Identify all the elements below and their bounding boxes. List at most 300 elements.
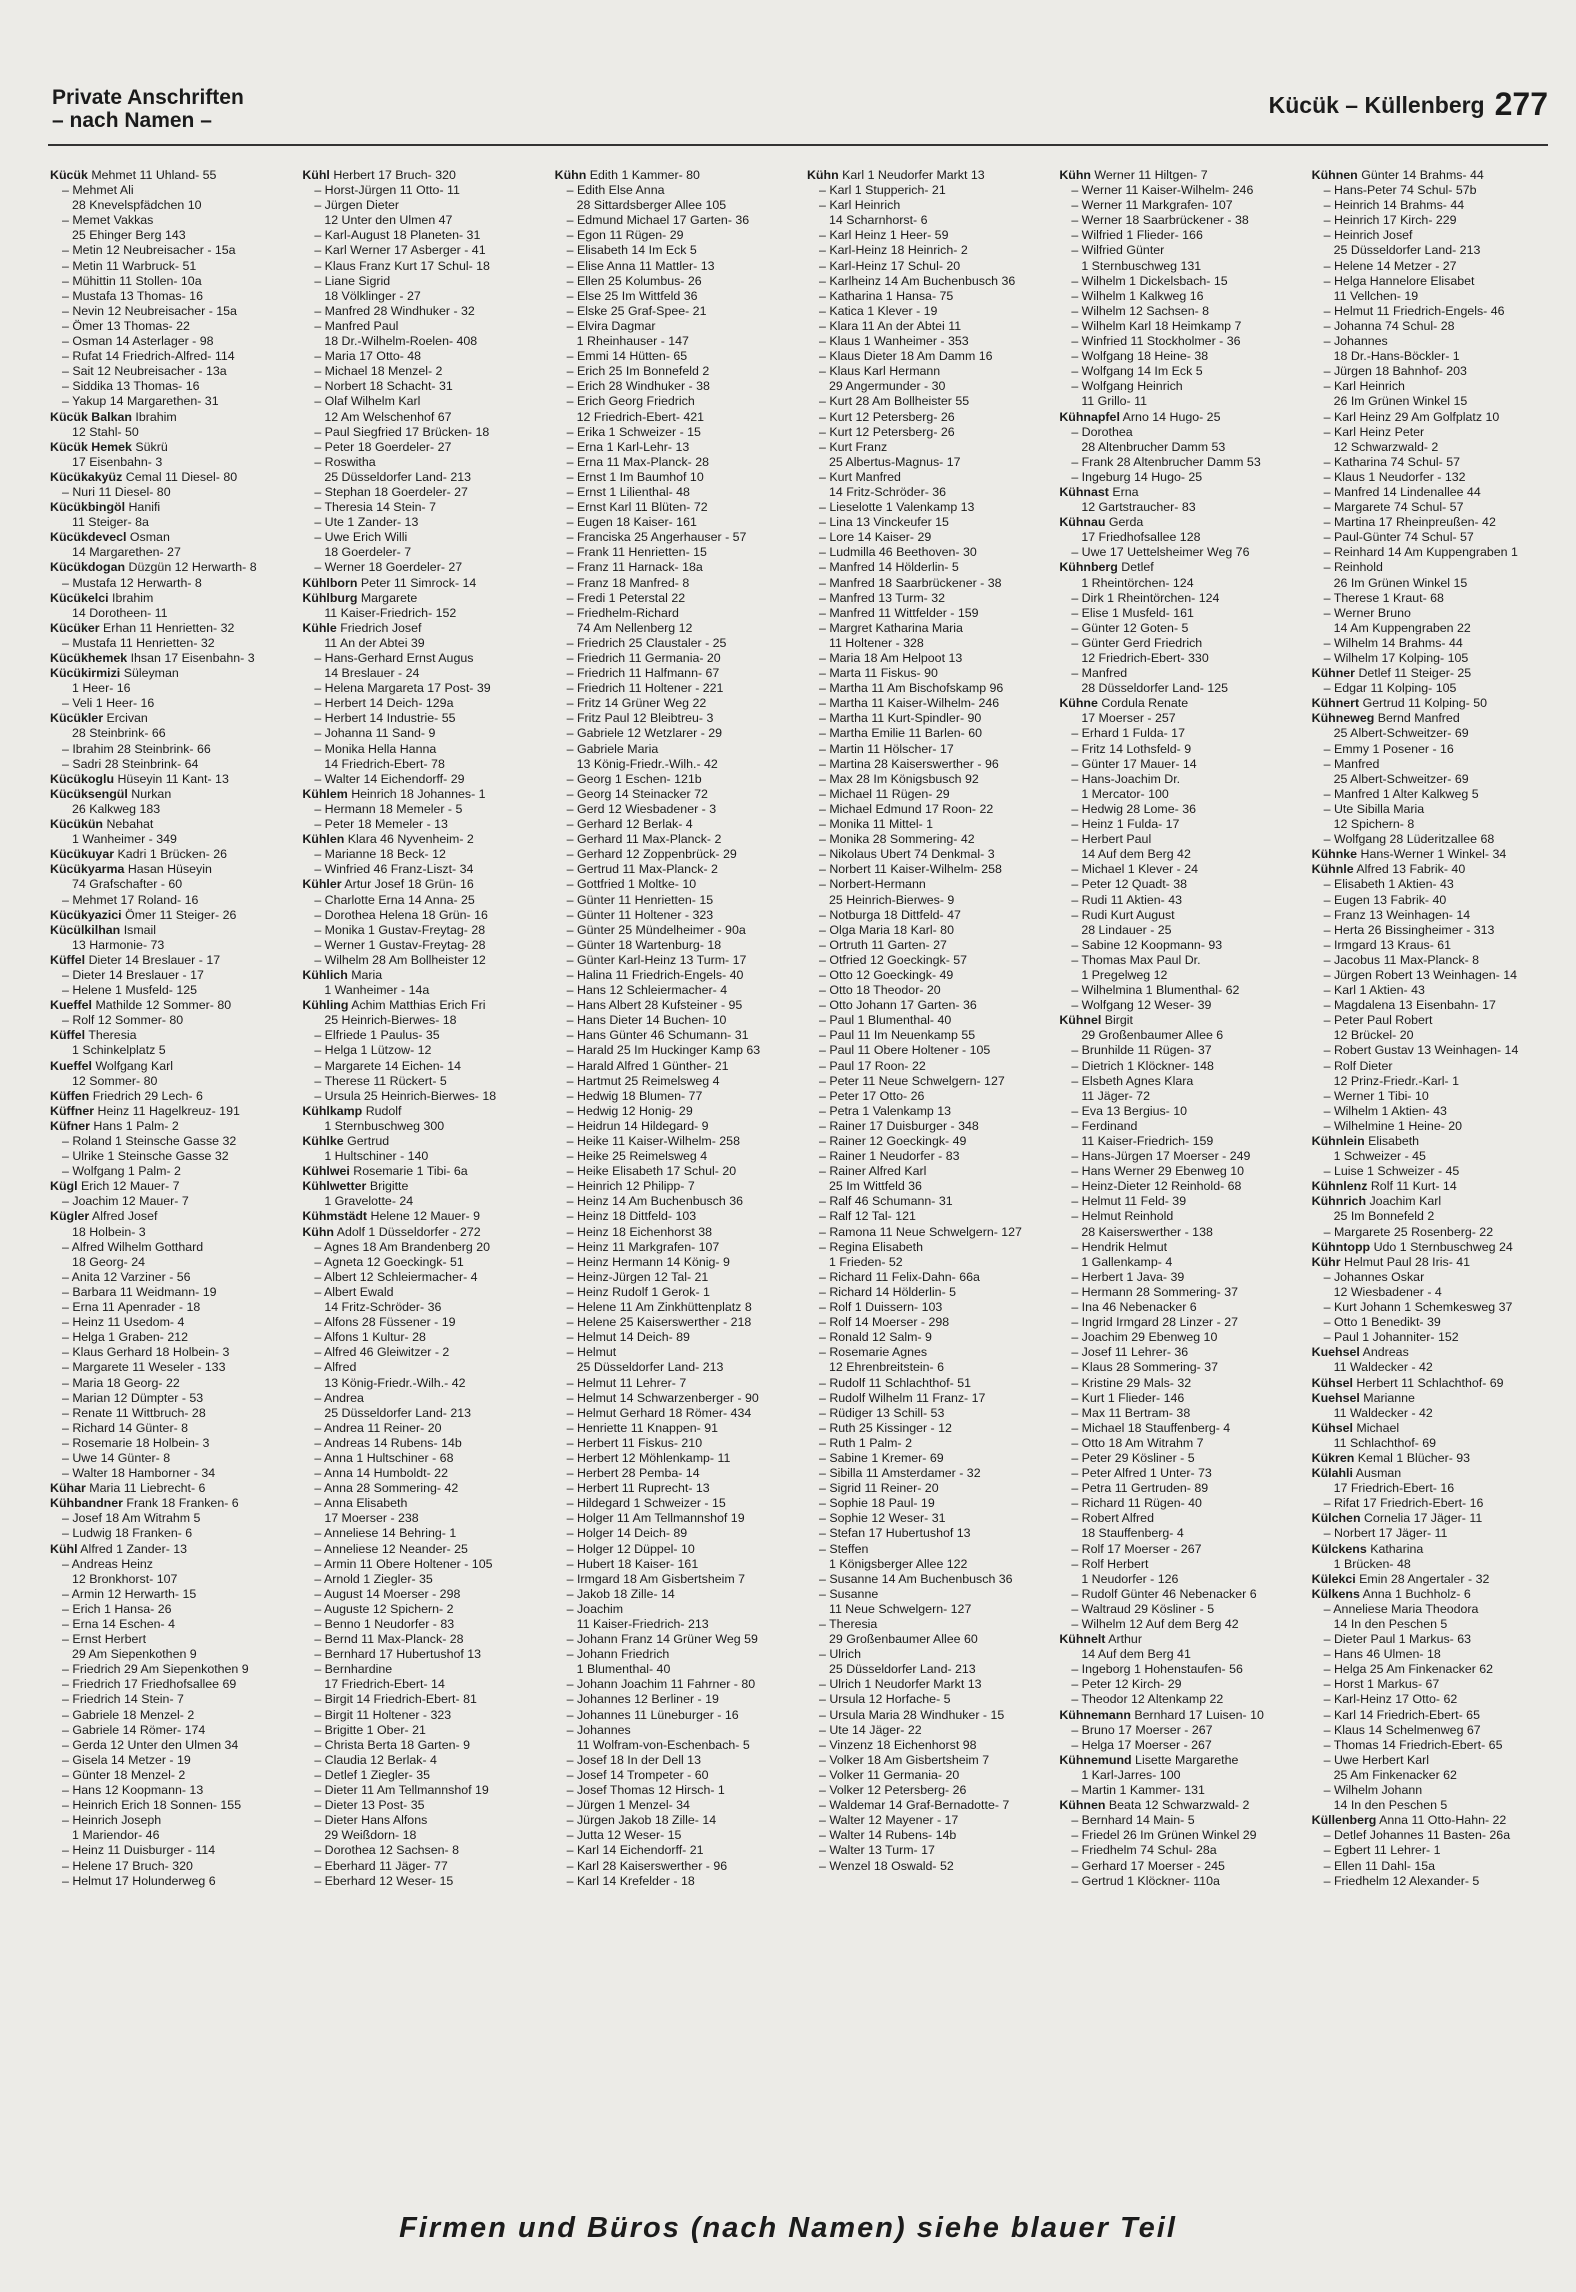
surname: Kükren <box>1311 1450 1355 1465</box>
directory-entry <box>50 379 288 394</box>
section-title-line-2: – nach Namen – <box>52 109 212 132</box>
entry-text: – Uwe 17 Uettelsheimer Weg 76 <box>1071 545 1250 560</box>
directory-entry <box>50 1647 288 1662</box>
directory-entry <box>302 545 540 560</box>
directory-column-2 <box>302 168 540 2168</box>
directory-entry <box>50 1240 288 1255</box>
entry-text: – Barbara 11 Weidmann- 19 <box>62 1284 217 1299</box>
entry-text: – Manfred 14 Lindenallee 44 <box>1323 484 1481 499</box>
directory-entry <box>555 636 793 651</box>
entry-text: – Uwe 14 Günter- 8 <box>62 1450 171 1465</box>
entry-text: 25 Düsseldorfer Land- 213 <box>1333 243 1481 258</box>
entry-text: 29 Weißdorn- 18 <box>324 1828 417 1843</box>
directory-entry <box>1059 515 1297 530</box>
directory-entry <box>555 1843 793 1858</box>
directory-entry <box>302 1300 540 1315</box>
entry-text: 11 An der Abtei 39 <box>324 635 425 650</box>
entry-text: – Charlotte Erna 14 Anna- 25 <box>314 892 475 907</box>
entry-text: – Susanne 14 Am Buchenbusch 36 <box>818 1571 1013 1586</box>
entry-text: – Helmut 11 Friedrich-Engels- 46 <box>1323 303 1505 318</box>
entry-text: – Otfried 12 Goeckingk- 57 <box>818 952 968 967</box>
entry-text: – Albert 12 Schleiermacher- 4 <box>314 1269 478 1284</box>
directory-entry <box>1059 1406 1297 1421</box>
directory-entry <box>807 228 1045 243</box>
directory-entry <box>1312 1059 1550 1074</box>
directory-entry <box>302 168 540 183</box>
entry-text: – Katharina 1 Hansa- 75 <box>818 288 954 303</box>
entry-text: – Sabine 1 Kremer- 69 <box>818 1450 944 1465</box>
entry-text: – Hans Werner 29 Ebenweg 10 <box>1071 1164 1244 1179</box>
directory-entry <box>50 1813 288 1828</box>
entry-text: – Walter 13 Turm- 17 <box>818 1843 935 1858</box>
directory-entry <box>807 1089 1045 1104</box>
directory-entry <box>555 893 793 908</box>
entry-text: – Luise 1 Schweizer - 45 <box>1323 1164 1460 1179</box>
directory-entry <box>1059 1783 1297 1798</box>
directory-entry <box>807 500 1045 515</box>
directory-entry <box>1312 364 1550 379</box>
directory-entry <box>1312 545 1550 560</box>
entry-text: 14 In den Peschen 5 <box>1333 1798 1448 1813</box>
surname: Kücükbingöl <box>50 500 126 515</box>
directory-entry <box>555 1738 793 1753</box>
directory-entry <box>1312 1104 1550 1119</box>
directory-entry <box>1059 787 1297 802</box>
entry-text: Cornelia 17 Jäger- 11 <box>1363 1511 1483 1526</box>
directory-entry <box>807 243 1045 258</box>
entry-text: – Paul 17 Roon- 22 <box>818 1058 926 1073</box>
directory-entry <box>1059 379 1297 394</box>
entry-text: – Karl Heinrich <box>818 198 901 213</box>
entry-text: – Sadri 28 Steinbrink- 64 <box>62 756 199 771</box>
entry-text: – Robert Alfred <box>1071 1511 1154 1526</box>
entry-text: – Anita 12 Varziner - 56 <box>62 1269 191 1284</box>
directory-entry <box>807 862 1045 877</box>
entry-text: – Heinz 11 Markgrafen- 107 <box>566 1239 720 1254</box>
entry-text: – Heike 11 Kaiser-Wilhelm- 258 <box>566 1134 740 1148</box>
entry-text: 11 Vellchen- 19 <box>1333 288 1419 303</box>
directory-entry <box>1059 1647 1297 1662</box>
directory-entry <box>807 1496 1045 1511</box>
directory-entry <box>1059 1013 1297 1028</box>
entry-text: – Karl 28 Kaiserswerther - 96 <box>566 1858 728 1873</box>
directory-entry <box>302 364 540 379</box>
directory-entry <box>807 1481 1045 1496</box>
entry-text: 11 Schlachthof- 69 <box>1333 1435 1437 1450</box>
entry-text: – Günter Gerd Friedrich <box>1071 635 1203 650</box>
directory-entry <box>1059 183 1297 198</box>
directory-entry <box>807 1617 1045 1632</box>
directory-entry <box>50 711 288 726</box>
entry-text: – Karl Heinz Peter <box>1323 424 1425 439</box>
entry-text: – Anneliese Maria Theodora <box>1323 1601 1479 1616</box>
directory-entry <box>807 1768 1045 1783</box>
directory-entry <box>1312 470 1550 485</box>
entry-text: – Edgar 11 Kolping- 105 <box>1323 681 1457 696</box>
directory-entry <box>302 228 540 243</box>
directory-entry <box>1059 1526 1297 1541</box>
directory-entry <box>302 877 540 892</box>
directory-entry <box>1059 681 1297 696</box>
directory-entry <box>1059 1209 1297 1224</box>
entry-text: – Helmut 11 Feld- 39 <box>1071 1194 1187 1209</box>
entry-text: – Jürgen 1 Menzel- 34 <box>566 1798 690 1813</box>
surname: Kühlich <box>302 967 348 982</box>
entry-text: 1 Pregelweg 12 <box>1081 967 1168 982</box>
entry-text: 12 Friedrich-Ebert- 421 <box>576 409 705 424</box>
entry-text: – Elsbeth Agnes Klara <box>1071 1073 1194 1088</box>
directory-entry <box>807 1692 1045 1707</box>
directory-entry <box>50 1783 288 1798</box>
entry-text: – Dorothea Helena 18 Grün- 16 <box>314 907 488 922</box>
entry-text: – Agnes 18 Am Brandenberg 20 <box>314 1239 490 1254</box>
directory-entry <box>1312 772 1550 787</box>
entry-text: – Heinz Hermann 14 König- 9 <box>566 1254 730 1269</box>
directory-entry <box>1312 847 1550 862</box>
entry-text: – Karl-Heinz 17 Otto- 62 <box>1323 1692 1458 1707</box>
surname: Küffel <box>50 952 86 967</box>
entry-text: – Wolfgang 1 Palm- 2 <box>62 1164 181 1179</box>
surname: Kühnelt <box>1059 1632 1106 1647</box>
entry-text: – Irmgard 18 Am Gisbertsheim 7 <box>566 1571 746 1586</box>
directory-entry <box>1312 1874 1550 1889</box>
entry-text: 28 Kaiserswerther - 138 <box>1081 1224 1213 1239</box>
directory-entry <box>1059 485 1297 500</box>
directory-entry <box>1059 1828 1297 1843</box>
directory-entry <box>1312 1753 1550 1768</box>
entry-text: – Wenzel 18 Oswald- 52 <box>818 1858 954 1873</box>
directory-entry <box>555 289 793 304</box>
entry-text: – Joachim <box>566 1601 624 1616</box>
directory-column-5 <box>1059 168 1297 2168</box>
directory-entry <box>1059 228 1297 243</box>
directory-entry <box>1312 681 1550 696</box>
entry-text: Michael <box>1356 1420 1400 1435</box>
entry-text: – Susanne <box>818 1586 879 1601</box>
directory-entry <box>1059 500 1297 515</box>
entry-text: Gertrud <box>347 1134 390 1148</box>
entry-text: 28 Knevelspfädchen 10 <box>72 198 202 213</box>
entry-text: – Alfons 28 Füssener - 19 <box>314 1315 456 1330</box>
entry-text: – Volker 18 Am Gisbertsheim 7 <box>818 1752 990 1767</box>
entry-text: Hasan Hüseyin <box>127 862 212 877</box>
directory-entry <box>302 1723 540 1738</box>
directory-entry <box>50 666 288 681</box>
entry-text: 11 Wolfram-von-Eschenbach- 5 <box>576 1737 750 1752</box>
entry-text: – Josef 18 Am Witrahm 5 <box>62 1511 201 1526</box>
directory-entry <box>50 1496 288 1511</box>
directory-entry <box>807 877 1045 892</box>
surname: Külekci <box>1311 1571 1356 1586</box>
directory-entry <box>1059 621 1297 636</box>
entry-text: – Elvira Dagmar <box>566 318 656 333</box>
entry-text: 25 Im Wittfeld 36 <box>828 1179 922 1194</box>
entry-text: – Alfred Wilhelm Gotthard <box>62 1239 204 1254</box>
entry-text: – Katica 1 Klever - 19 <box>818 303 938 318</box>
directory-entry <box>302 515 540 530</box>
entry-text: – Elise 1 Musfeld- 161 <box>1071 605 1194 620</box>
directory-entry <box>50 1828 288 1843</box>
entry-text: 1 Gallenkamp- 4 <box>1081 1254 1173 1269</box>
directory-entry <box>302 666 540 681</box>
directory-entry <box>555 908 793 923</box>
directory-entry <box>807 1300 1045 1315</box>
entry-text: – Wilfried Günter <box>1071 243 1165 258</box>
directory-entry <box>555 1028 793 1043</box>
directory-entry <box>302 742 540 757</box>
entry-text: 1 Brücken- 48 <box>1333 1556 1411 1571</box>
entry-text: – Gottfried 1 Moltke- 10 <box>566 877 697 892</box>
entry-text: – Peter 11 Neue Schwelgern- 127 <box>818 1073 1005 1088</box>
entry-text: – Hartmut 25 Reimelsweg 4 <box>566 1073 720 1088</box>
entry-text: – Else 25 Im Wittfeld 36 <box>566 288 698 303</box>
entry-text: Hüseyin 11 Kant- 13 <box>117 771 229 786</box>
directory-entry <box>302 1028 540 1043</box>
directory-entry <box>807 757 1045 772</box>
entry-text: 13 König-Friedr.-Wilh.- 42 <box>324 1375 466 1390</box>
directory-entry <box>807 319 1045 334</box>
directory-entry <box>50 289 288 304</box>
entry-text: 12 Gartstraucher- 83 <box>1081 500 1196 515</box>
surname: Kühnle <box>1311 862 1354 877</box>
directory-entry <box>302 1542 540 1557</box>
entry-text: – Holger 14 Deich- 89 <box>566 1526 688 1541</box>
directory-entry <box>1312 983 1550 998</box>
surname: Kühlwetter <box>302 1179 367 1194</box>
directory-entry <box>50 953 288 968</box>
directory-entry <box>50 274 288 289</box>
entry-text: – Herta 26 Bissingheimer - 313 <box>1323 922 1495 937</box>
surname: Kühner <box>1311 666 1356 681</box>
entry-text: – Ellen 11 Dahl- 15a <box>1323 1858 1435 1873</box>
entry-text: Maria 11 Liebrecht- 6 <box>89 1481 206 1496</box>
directory-entry <box>1059 636 1297 651</box>
directory-entry <box>1059 862 1297 877</box>
directory-entry <box>1059 576 1297 591</box>
surname: Kücüker <box>50 620 100 635</box>
directory-entry <box>555 1587 793 1602</box>
entry-text: Lisette Margarethe <box>1135 1752 1239 1767</box>
entry-text: – Anna 1 Hultschiner - 68 <box>314 1450 454 1465</box>
directory-entry <box>1059 349 1297 364</box>
directory-entry <box>555 515 793 530</box>
surname: Kühlem <box>302 786 348 801</box>
directory-entry <box>1312 651 1550 666</box>
entry-text: Achim Matthias Erich Fri <box>351 998 486 1013</box>
entry-text: 18 Stauffenberg- 4 <box>1081 1526 1184 1541</box>
entry-text: 17 Friedrich-Ebert- 14 <box>324 1677 445 1692</box>
entry-text: 18 Völklinger - 27 <box>324 288 421 303</box>
directory-entry <box>50 787 288 802</box>
entry-text: – Manfred 28 Windhuker - 32 <box>314 303 475 318</box>
directory-entry <box>807 1451 1045 1466</box>
directory-entry <box>555 953 793 968</box>
directory-entry <box>1059 802 1297 817</box>
directory-entry <box>50 1511 288 1526</box>
entry-text: 25 Im Bonnefeld 2 <box>1333 1209 1435 1224</box>
surname: Kühnapfel <box>1059 409 1120 424</box>
directory-entry <box>1059 877 1297 892</box>
directory-entry <box>555 606 793 621</box>
directory-entry <box>1059 259 1297 274</box>
directory-entry <box>1059 1376 1297 1391</box>
directory-entry <box>555 1330 793 1345</box>
surname: Kühnlein <box>1311 1134 1365 1148</box>
directory-entry <box>555 530 793 545</box>
directory-entry <box>555 862 793 877</box>
entry-text: Katharina <box>1370 1541 1424 1556</box>
directory-entry <box>555 726 793 741</box>
directory-entry <box>50 1194 288 1209</box>
directory-entry <box>1059 1059 1297 1074</box>
directory-columns <box>50 168 1550 2168</box>
directory-entry <box>50 998 288 1013</box>
entry-text: – Gertrud 11 Max-Planck- 2 <box>566 862 718 877</box>
directory-entry <box>302 953 540 968</box>
directory-entry <box>1312 1406 1550 1421</box>
entry-text: – Jutta 12 Weser- 15 <box>566 1828 682 1843</box>
directory-entry <box>555 228 793 243</box>
directory-entry <box>1059 1768 1297 1783</box>
directory-entry <box>1312 213 1550 228</box>
directory-entry <box>50 349 288 364</box>
directory-entry <box>302 1798 540 1813</box>
directory-entry <box>1059 1436 1297 1451</box>
directory-entry <box>1059 319 1297 334</box>
directory-entry <box>1312 425 1550 440</box>
directory-entry <box>807 651 1045 666</box>
entry-text: – Eva 13 Bergius- 10 <box>1071 1103 1188 1118</box>
surname: Kücülkilhan <box>50 922 121 937</box>
directory-entry <box>50 1587 288 1602</box>
directory-entry <box>302 923 540 938</box>
entry-text: 29 Angermunder - 30 <box>828 379 946 394</box>
directory-entry <box>555 787 793 802</box>
entry-text: 1 Mariendor- 46 <box>72 1828 160 1843</box>
directory-entry <box>1059 560 1297 575</box>
directory-entry <box>807 1134 1045 1149</box>
entry-text: – Bernd 11 Max-Planck- 28 <box>314 1632 464 1647</box>
entry-text: – Ulrike 1 Steinsche Gasse 32 <box>62 1149 229 1164</box>
entry-text: – Michael 18 Menzel- 2 <box>314 364 443 379</box>
entry-text: – Peter 18 Memeler - 13 <box>314 817 448 832</box>
entry-text: – Richard 14 Hölderlin- 5 <box>818 1284 957 1299</box>
entry-text: – Ursula Maria 28 Windhuker - 15 <box>818 1707 1005 1722</box>
directory-entry <box>302 772 540 787</box>
entry-text: – Bernhard 14 Main- 5 <box>1071 1813 1195 1828</box>
directory-entry <box>302 1149 540 1164</box>
directory-entry <box>555 802 793 817</box>
directory-entry <box>807 455 1045 470</box>
directory-entry <box>555 1240 793 1255</box>
directory-entry <box>555 1813 793 1828</box>
surname: Kuehsel <box>1311 1390 1360 1405</box>
entry-text: 12 Ehrenbreitstein- 6 <box>828 1360 945 1375</box>
entry-text: – Herbert 14 Deich- 129a <box>314 696 454 711</box>
entry-text: – Metin 11 Warbruck- 51 <box>62 258 197 273</box>
directory-entry <box>50 1557 288 1572</box>
section-title-line-1: Private Anschriften <box>52 86 244 109</box>
directory-entry <box>302 500 540 515</box>
directory-entry <box>50 394 288 409</box>
directory-entry <box>807 847 1045 862</box>
entry-text: – Waldemar 14 Graf-Bernadotte- 7 <box>818 1798 1010 1813</box>
entry-text: Kadri 1 Brücken- 26 <box>117 847 228 862</box>
entry-text: – Mustafa 12 Herwarth- 8 <box>62 575 202 590</box>
directory-entry <box>50 1723 288 1738</box>
directory-entry <box>302 1572 540 1587</box>
entry-text: – Ute 1 Zander- 13 <box>314 515 419 530</box>
directory-entry <box>50 1708 288 1723</box>
entry-text: – Erhard 1 Fulda- 17 <box>1071 726 1185 741</box>
directory-entry <box>555 651 793 666</box>
surname: Kühnel <box>1059 1013 1102 1028</box>
entry-text: 12 Am Welschenhof 67 <box>324 409 452 424</box>
entry-text: – Wilhelm 1 Kalkweg 16 <box>1071 288 1204 303</box>
surname: Kühnert <box>1311 696 1360 711</box>
directory-entry <box>1312 1526 1550 1541</box>
directory-entry <box>807 304 1045 319</box>
directory-entry <box>1312 953 1550 968</box>
directory-entry <box>807 274 1045 289</box>
entry-text: – Horst-Jürgen 11 Otto- 11 <box>314 183 460 198</box>
entry-text: – Karl Heinz 29 Am Golfplatz 10 <box>1323 409 1500 424</box>
entry-text: – Gabriele 12 Wetzlarer - 29 <box>566 726 723 741</box>
surname: Küffen <box>50 1088 90 1103</box>
entry-text: – Ingeborg 1 Hohenstaufen- 56 <box>1071 1662 1243 1677</box>
directory-entry <box>1059 1542 1297 1557</box>
entry-text: Anna 1 Buchholz- 6 <box>1362 1586 1471 1601</box>
entry-text: – Rainer 12 Goeckingk- 49 <box>818 1134 967 1148</box>
entry-text: Heinz 11 Hagelkreuz- 191 <box>97 1103 240 1118</box>
entry-text: – Otto 12 Goeckingk- 49 <box>818 967 954 982</box>
directory-entry <box>302 1255 540 1270</box>
entry-text: – Ibrahim 28 Steinbrink- 66 <box>62 741 211 756</box>
directory-entry <box>1312 1677 1550 1692</box>
entry-text: – Mustafa 11 Henrietten- 32 <box>62 635 215 650</box>
entry-text: – Georg 14 Steinacker 72 <box>566 786 708 801</box>
directory-entry <box>50 1874 288 1889</box>
directory-entry <box>302 847 540 862</box>
directory-entry <box>50 530 288 545</box>
directory-entry <box>555 394 793 409</box>
entry-text: 1 Sternbuschweg 300 <box>324 1118 445 1133</box>
entry-text: Karl 1 Neudorfer Markt 13 <box>842 168 985 182</box>
entry-text: – Karl-August 18 Planeten- 31 <box>314 228 481 243</box>
directory-entry <box>50 681 288 696</box>
entry-text: Gerda <box>1108 515 1144 530</box>
directory-entry <box>302 1315 540 1330</box>
directory-entry <box>807 1315 1045 1330</box>
entry-text: – Karl 14 Eichendorff- 21 <box>566 1843 704 1858</box>
directory-entry <box>807 606 1045 621</box>
directory-entry <box>302 621 540 636</box>
entry-text: 14 Dorotheen- 11 <box>72 605 168 620</box>
entry-text: 28 Sittardsberger Allee 105 <box>576 198 727 213</box>
entry-text: – Kurt Franz <box>818 439 888 454</box>
directory-entry <box>1059 1074 1297 1089</box>
directory-entry <box>555 455 793 470</box>
entry-text: – Wolfgang Heinrich <box>1071 379 1183 394</box>
entry-text: – Karl Heinz 1 Heer- 59 <box>818 228 949 243</box>
directory-entry <box>302 576 540 591</box>
directory-entry <box>807 470 1045 485</box>
entry-text: – Vinzenz 18 Eichenhorst 98 <box>818 1737 977 1752</box>
directory-entry <box>1059 1270 1297 1285</box>
entry-text: – Hedwig 18 Blumen- 77 <box>566 1088 703 1103</box>
entry-text: Werner 11 Hiltgen- 7 <box>1094 168 1208 182</box>
directory-entry <box>555 1783 793 1798</box>
